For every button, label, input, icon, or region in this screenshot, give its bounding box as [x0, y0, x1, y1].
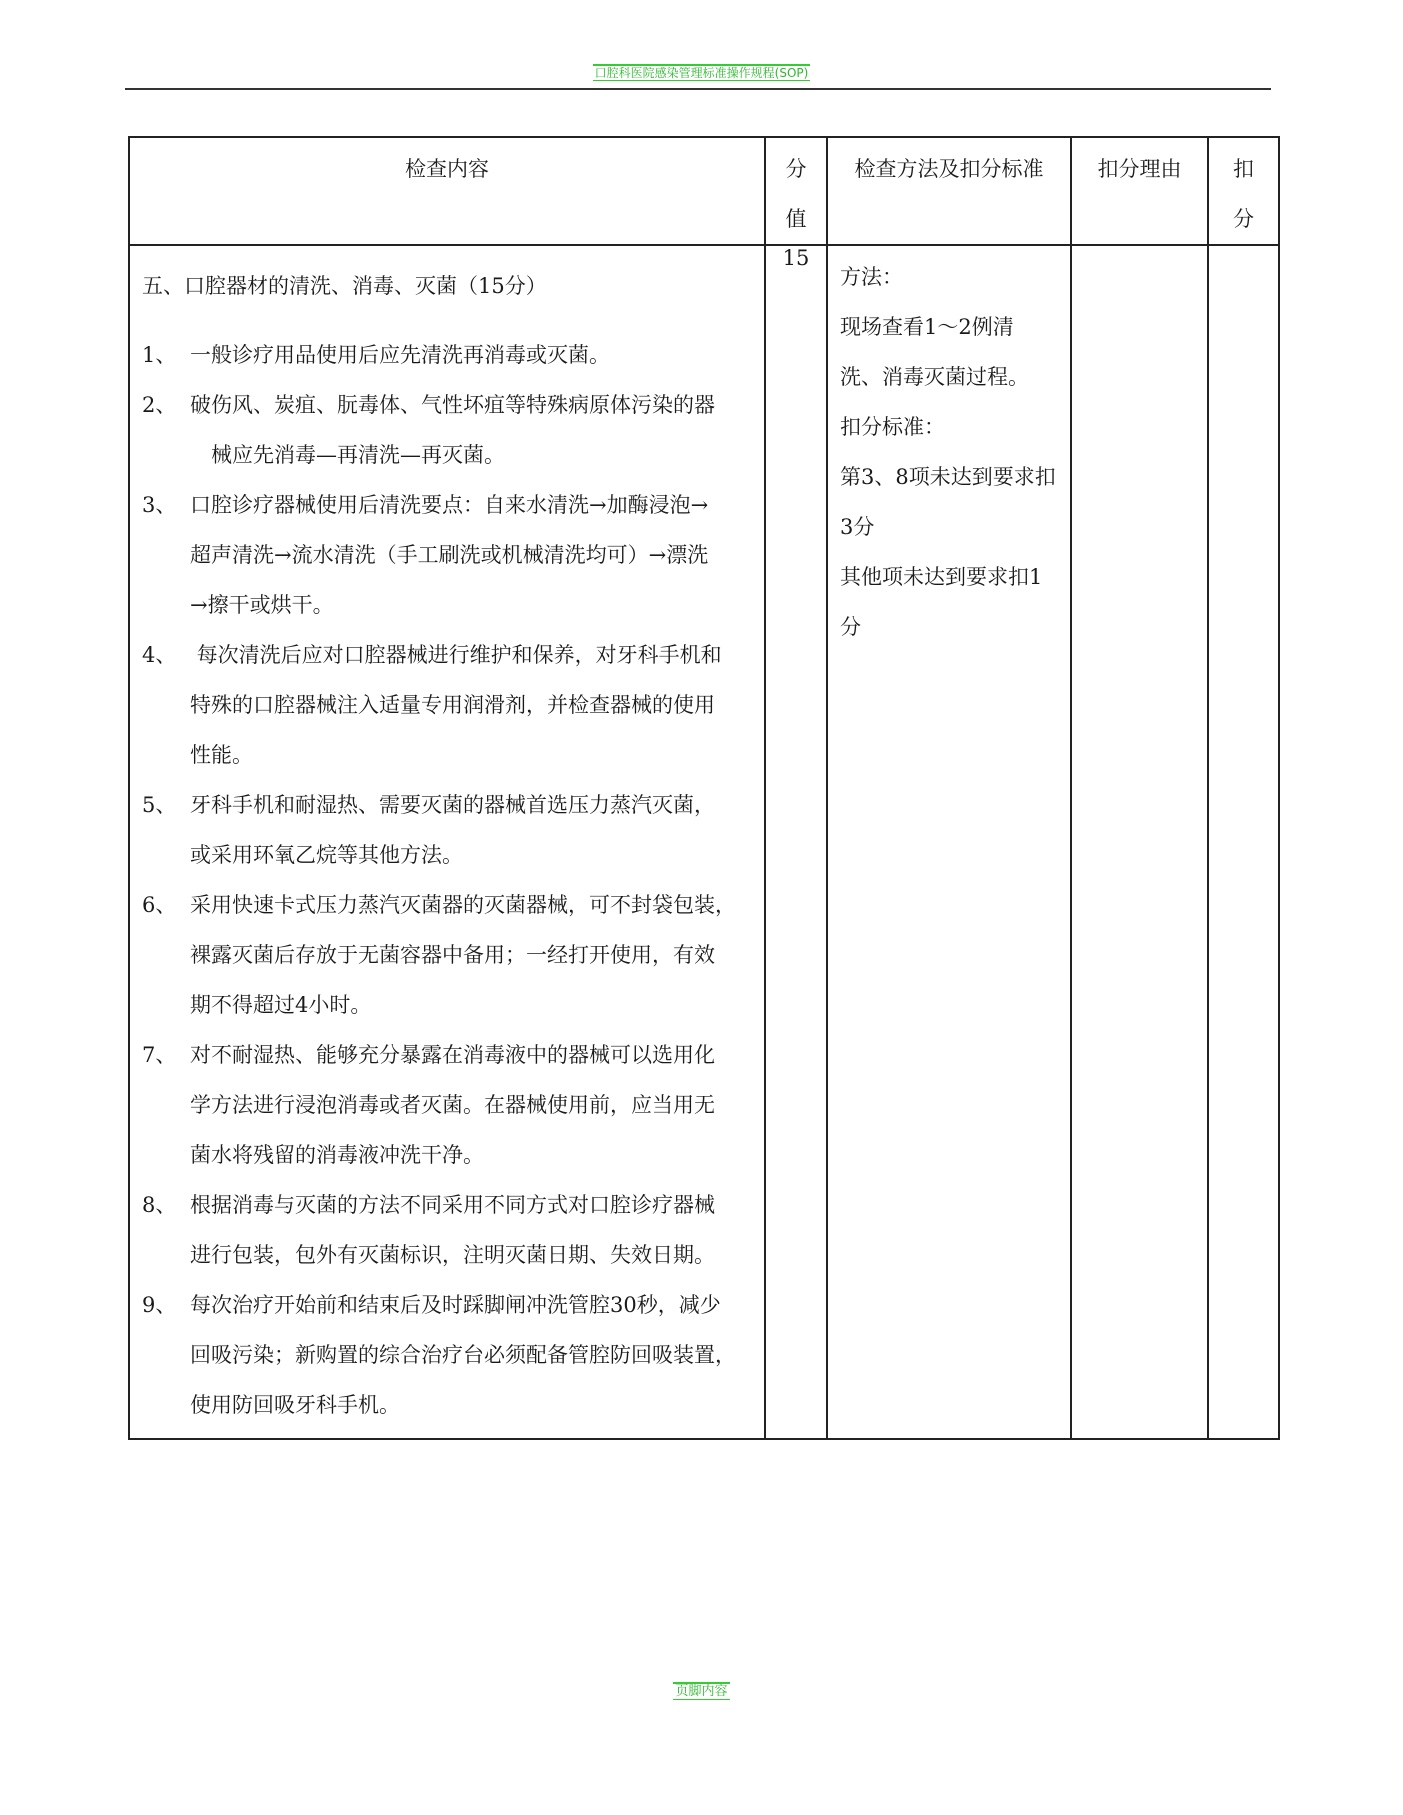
list-item — [142, 1180, 754, 1280]
list-item-line: 对不耐湿热、能够充分暴露在消毒液中的器械可以选用化 — [190, 1043, 715, 1067]
list-item-line: 超声清洗→流水清洗（手工刷洗或机械清洗均可）→漂洗 — [190, 543, 709, 567]
list-item-number: 4、 — [142, 643, 177, 667]
deduct-cell — [1208, 245, 1279, 1439]
score-cell — [765, 245, 827, 1439]
items-list — [142, 330, 754, 1430]
list-item-number: 1、 — [142, 343, 177, 367]
content-cell — [129, 245, 765, 1439]
list-item-line: 回吸污染；新购置的综合治疗台必须配备管腔防回吸装置， — [190, 1343, 736, 1367]
list-item-number: 6、 — [142, 893, 177, 917]
method-line: 分 — [840, 615, 861, 639]
list-item-number: 8、 — [142, 1193, 177, 1217]
list-item-line: 特殊的口腔器械注入适量专用润滑剂，并检查器械的使用 — [190, 693, 715, 717]
score-value: 15 — [782, 246, 810, 270]
list-item-line: 裸露灭菌后存放于无菌容器中备用；一经打开使用，有效 — [190, 943, 715, 967]
col-header-method: 检查方法及扣分标准 — [827, 137, 1071, 245]
method-line: 3分 — [840, 515, 875, 539]
method-line: 现场查看1～2例清 — [840, 315, 1014, 339]
inspection-table — [128, 136, 1280, 1440]
list-item-line: 破伤风、炭疽、朊毒体、气性坏疽等特殊病原体污染的器 — [190, 393, 715, 417]
list-item-line: 采用快速卡式压力蒸汽灭菌器的灭菌器械，可不封袋包装， — [190, 893, 736, 917]
list-item-number: 3、 — [142, 493, 177, 517]
footer-text: 页脚内容 — [675, 1684, 728, 1699]
list-item-line: 每次清洗后应对口腔器械进行维护和保养，对牙科手机和 — [190, 643, 722, 667]
header-rule — [125, 88, 1271, 90]
list-item-line: 根据消毒与灭菌的方法不同采用不同方式对口腔诊疗器械 — [190, 1193, 715, 1217]
col-header-reason: 扣分理由 — [1071, 137, 1208, 245]
list-item — [142, 630, 754, 780]
list-item-line: 性能。 — [190, 743, 253, 767]
table-row — [129, 245, 1279, 1439]
list-item-number: 7、 — [142, 1043, 177, 1067]
list-item-line: 或采用环氧乙烷等其他方法。 — [190, 843, 463, 867]
list-item-number: 5、 — [142, 793, 177, 817]
method-line: 方法： — [840, 265, 903, 289]
method-line: 洗、消毒灭菌过程。 — [840, 365, 1029, 389]
list-item — [142, 330, 754, 380]
list-item-line: 期不得超过4小时。 — [190, 993, 372, 1017]
method-line: 第3、8项未达到要求扣 — [840, 465, 1056, 489]
list-item — [142, 880, 754, 1030]
list-item-number: 2、 — [142, 393, 177, 417]
table-header-row — [129, 137, 1279, 245]
method-text — [828, 246, 1070, 652]
list-item-number: 9、 — [142, 1293, 177, 1317]
col-header-deduct — [1208, 137, 1279, 245]
list-item — [142, 380, 754, 480]
list-item — [142, 480, 754, 630]
list-item — [142, 1280, 754, 1430]
list-item-line: 进行包装，包外有灭菌标识，注明灭菌日期、失效日期。 — [190, 1243, 715, 1267]
col-header-deduct-char-2: 分 — [1233, 207, 1254, 231]
list-item-line: 菌水将残留的消毒液冲洗干净。 — [190, 1143, 484, 1167]
method-line: 扣分标准： — [840, 415, 945, 439]
list-item-line: 牙科手机和耐湿热、需要灭菌的器械首选压力蒸汽灭菌， — [190, 793, 715, 817]
list-item-line: →擦干或烘干。 — [190, 593, 334, 617]
header-title: 口腔科医院感染管理标准操作规程(SOP) — [594, 66, 809, 80]
reason-cell — [1071, 245, 1208, 1439]
list-item-line: 口腔诊疗器械使用后清洗要点：自来水清洗→加酶浸泡→ — [190, 493, 709, 517]
list-item-line: 一般诊疗用品使用后应先清洗再消毒或灭菌。 — [190, 343, 610, 367]
col-header-score-char-2: 值 — [785, 207, 807, 231]
list-item-line: 学方法进行浸泡消毒或者灭菌。在器械使用前，应当用无 — [190, 1093, 715, 1117]
col-header-deduct-char-1: 扣 — [1233, 157, 1254, 181]
method-cell — [827, 245, 1071, 1439]
col-header-score-char-1: 分 — [785, 157, 807, 181]
col-header-score — [765, 137, 827, 245]
list-item-line: 使用防回吸牙科手机。 — [190, 1393, 400, 1417]
list-item — [142, 780, 754, 880]
col-header-content: 检查内容 — [129, 137, 765, 245]
method-line: 其他项未达到要求扣1 — [840, 565, 1043, 589]
section-title: 五、口腔器材的清洗、消毒、灭菌（15分） — [142, 274, 547, 298]
list-item-line: 每次治疗开始前和结束后及时踩脚闸冲洗管腔30秒，减少 — [190, 1293, 721, 1317]
list-item-line: 械应先消毒—再清洗—再灭菌。 — [190, 443, 505, 467]
list-item — [142, 1030, 754, 1180]
